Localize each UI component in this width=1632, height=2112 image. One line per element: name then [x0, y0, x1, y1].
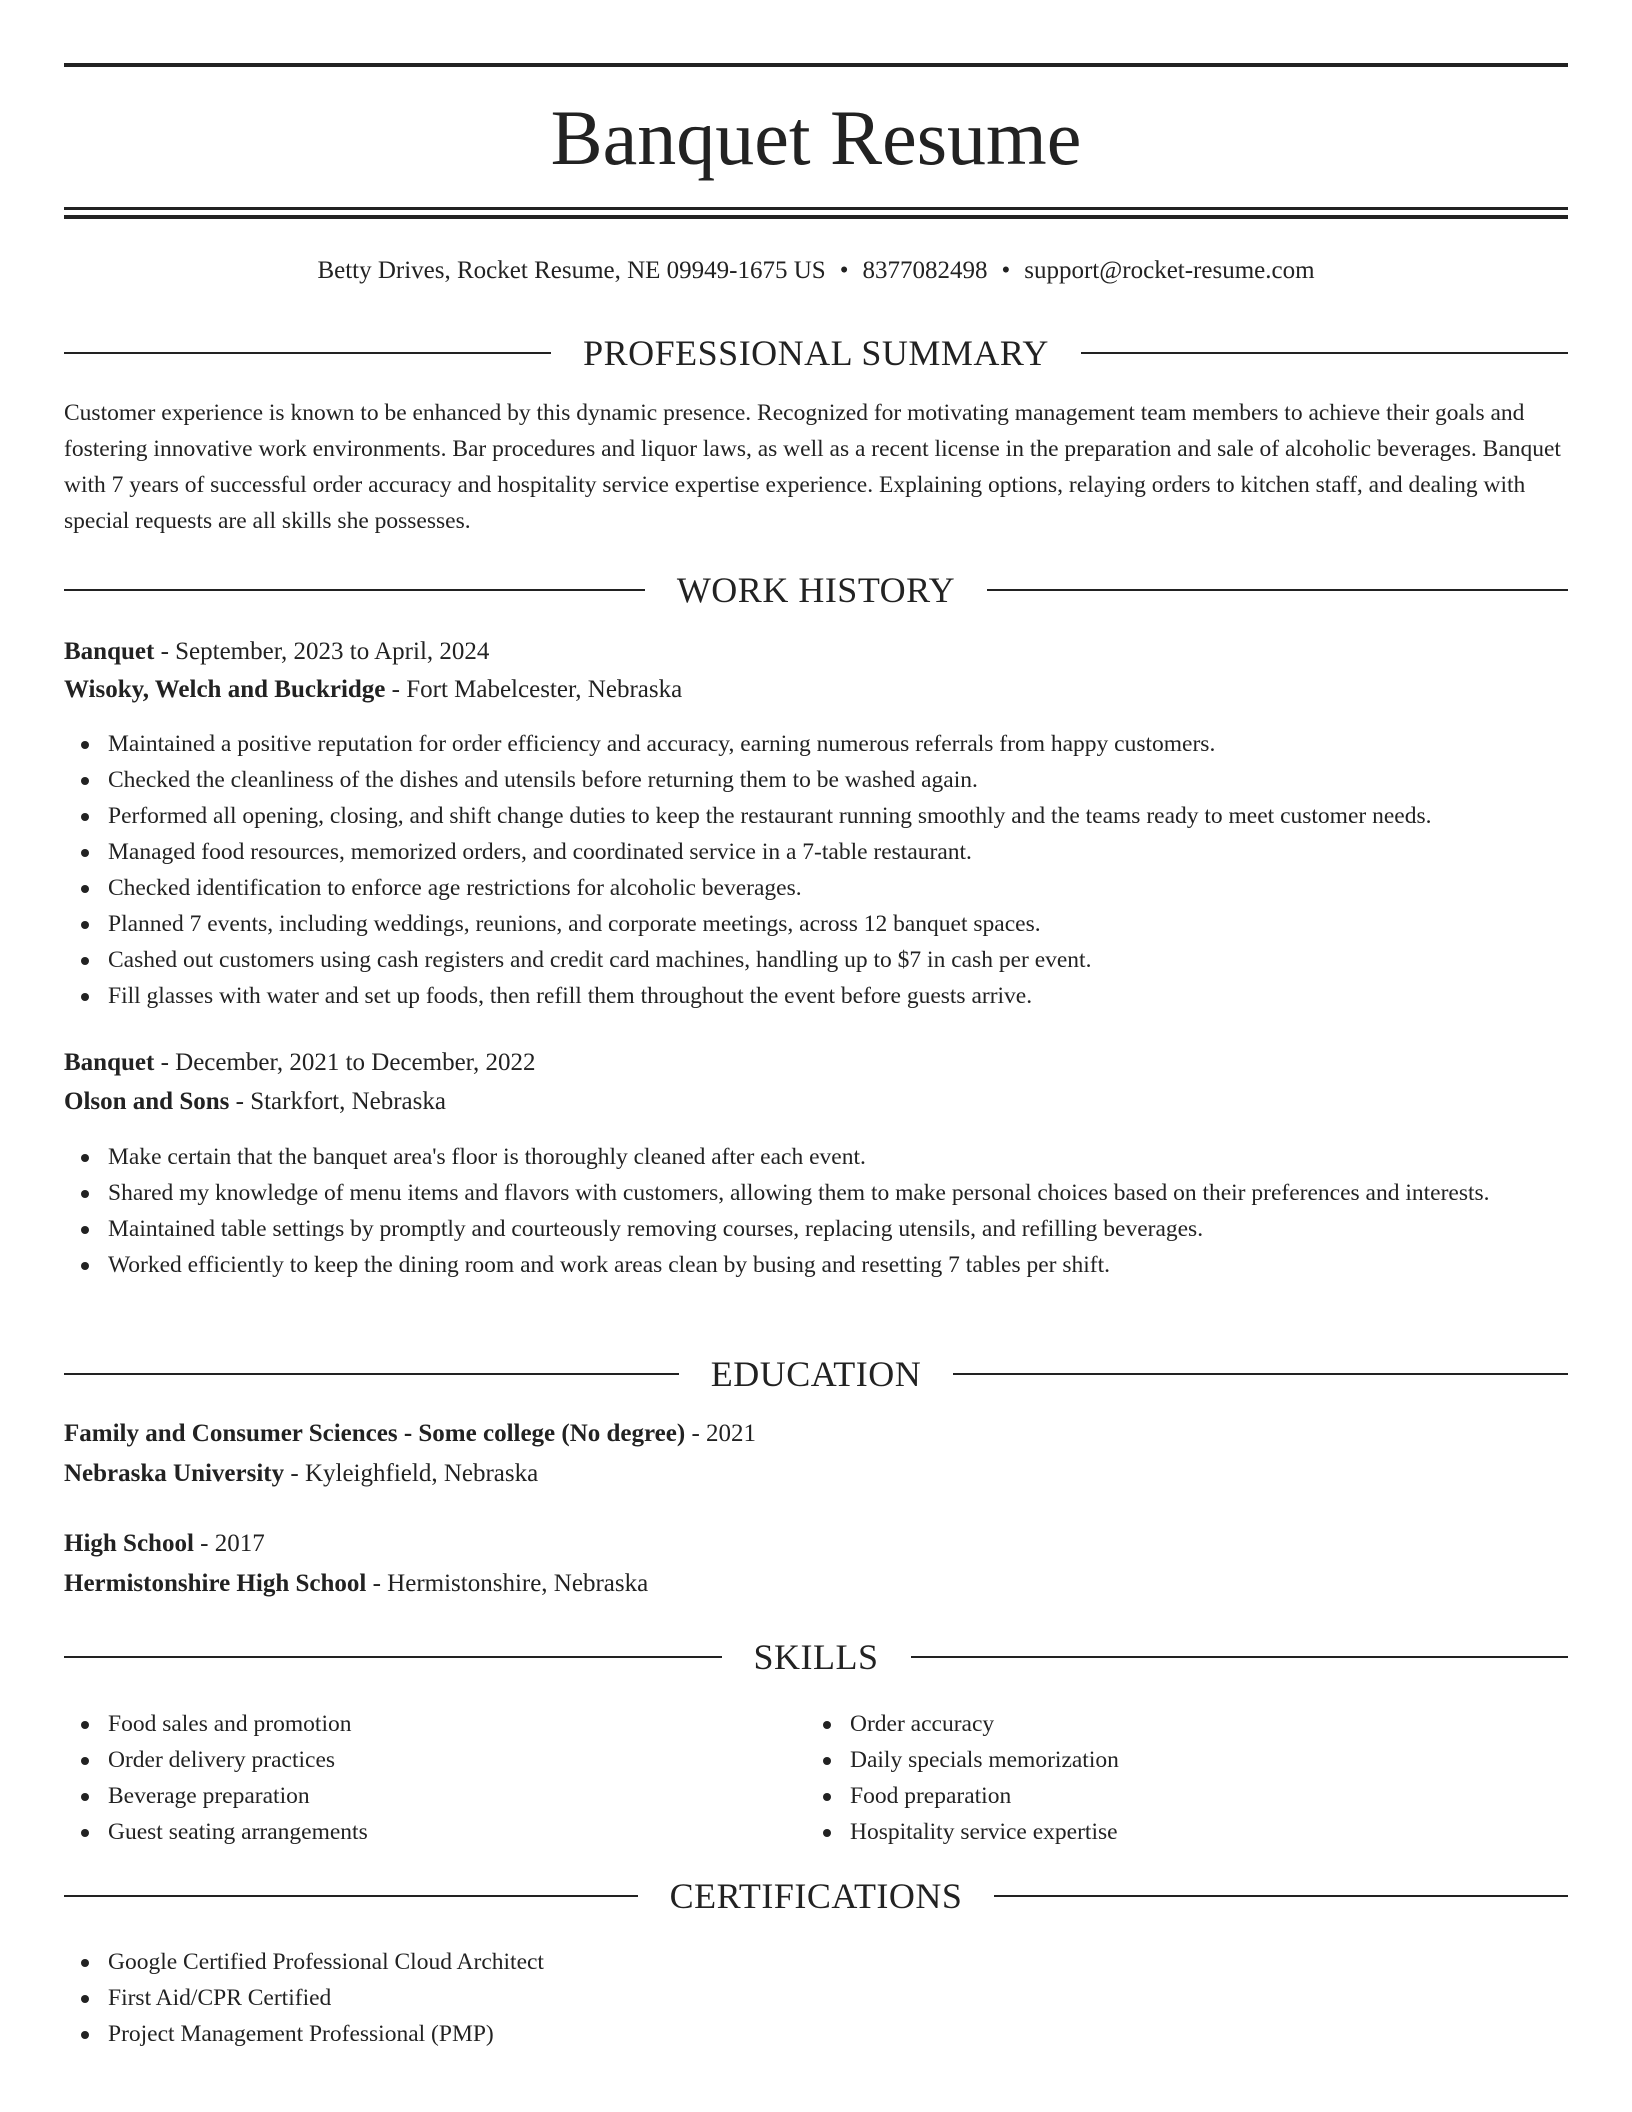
certifications-heading-label: CERTIFICATIONS — [669, 1876, 963, 1916]
education-school-line — [64, 1456, 1568, 1492]
list-item: Hospitality service expertise — [806, 1814, 1632, 1850]
education-section-heading — [64, 1352, 1568, 1396]
list-item: Checked the cleanliness of the dishes and utensils before returning them to be washed again. — [64, 762, 1568, 798]
certifications-section-heading — [64, 1874, 1568, 1918]
skills-list-right — [806, 1706, 1632, 1850]
job-title-line — [64, 634, 1568, 670]
job-location: - Starkfort, Nebraska — [229, 1088, 446, 1115]
job-dates: - September, 2023 to April, 2024 — [154, 638, 490, 665]
list-item: Checked identification to enforce age restrictions for alcoholic beverages. — [64, 870, 1568, 906]
list-item: Maintained a positive reputation for order efficiency and accuracy, earning numerous referrals from happy customers. — [64, 726, 1568, 762]
heading-rule-right — [911, 1656, 1569, 1658]
contact-separator: • — [1001, 257, 1011, 284]
education-school: Nebraska University — [64, 1460, 285, 1487]
job-title-line — [64, 1045, 1568, 1081]
education-heading-label: EDUCATION — [710, 1354, 922, 1394]
education-degree: High School — [64, 1530, 194, 1557]
list-item: Beverage preparation — [64, 1778, 1568, 1814]
list-item: Project Management Professional (PMP) — [64, 2016, 1568, 2052]
job-location: - Fort Mabelcester, Nebraska — [385, 676, 683, 703]
list-item: Maintained table settings by promptly and courteously removing courses, replacing utensils, and refilling beverages. — [64, 1211, 1568, 1247]
list-item: Cashed out customers using cash registers and credit card machines, handling up to $7 in cash per event. — [64, 942, 1568, 978]
education-degree-line — [64, 1526, 1568, 1562]
job-company: Wisoky, Welch and Buckridge — [64, 676, 386, 703]
contact-separator: • — [839, 257, 849, 284]
heading-rule-left — [64, 352, 551, 354]
job-title: Banquet — [64, 638, 155, 665]
job-company-line — [64, 672, 1568, 708]
contact-address: Betty Drives, Rocket Resume, NE 09949-1675 US — [317, 257, 826, 284]
job-bullet-list — [64, 726, 1568, 1014]
page-title: Banquet Resume — [550, 94, 1082, 181]
work-heading-label: WORK HISTORY — [676, 570, 956, 610]
job-company-line — [64, 1084, 1568, 1120]
education-degree: Family and Consumer Sciences - Some college (No degree) — [64, 1420, 686, 1447]
list-item: Managed food resources, memorized orders, and coordinated service in a 7-table restaurant. — [64, 834, 1568, 870]
contact-email: support@rocket-resume.com — [1024, 257, 1315, 284]
heading-rule-left — [64, 1373, 679, 1375]
education-location: - Kyleighfield, Nebraska — [284, 1460, 539, 1487]
list-item: First Aid/CPR Certified — [64, 1980, 1568, 2016]
job-bullet-list — [64, 1139, 1568, 1283]
list-item: Daily specials memorization — [806, 1742, 1632, 1778]
heading-rule-right — [987, 589, 1568, 591]
education-year: - 2021 — [685, 1420, 757, 1447]
summary-heading-label: PROFESSIONAL SUMMARY — [583, 333, 1049, 373]
header-top-rule — [64, 63, 1568, 67]
job-company: Olson and Sons — [64, 1088, 230, 1115]
job-dates: - December, 2021 to December, 2022 — [154, 1049, 536, 1076]
education-year: - 2017 — [193, 1530, 265, 1557]
heading-rule-right — [994, 1895, 1568, 1897]
summary-paragraph: Customer experience is known to be enhanced by this dynamic presence. Recognized for motivating management team members to achieve their goals and fostering innovative work environments. Bar procedures and liquor laws, as well as a recent license in the preparation and sale of alcoholic beverages. Banquet with 7 years of successful order accuracy and hospitality service expertise experience. Explaining options, relaying orders to kitchen staff, and dealing with special requests are all skills she possesses. — [64, 400, 1561, 534]
heading-rule-right — [953, 1373, 1568, 1375]
education-school-line — [64, 1566, 1568, 1602]
list-item: Food preparation — [806, 1778, 1632, 1814]
list-item: Food sales and promotion — [64, 1706, 1568, 1742]
list-item: Performed all opening, closing, and shift change duties to keep the restaurant running smoothly and the teams ready to meet customer needs. — [64, 798, 1568, 834]
summary-section-heading — [64, 331, 1568, 375]
list-item: Order delivery practices — [64, 1742, 1568, 1778]
heading-rule-left — [64, 1895, 638, 1897]
header-double-rule-upper — [64, 207, 1568, 210]
skills-heading-label: SKILLS — [753, 1637, 879, 1677]
contact-line — [64, 253, 1568, 289]
list-item: Planned 7 events, including weddings, reunions, and corporate meetings, across 12 banquet spaces. — [64, 906, 1568, 942]
list-item: Order accuracy — [806, 1706, 1632, 1742]
list-item: Worked efficiently to keep the dining room and work areas clean by busing and resetting 7 tables per shift. — [64, 1247, 1568, 1283]
list-item: Shared my knowledge of menu items and flavors with customers, allowing them to make personal choices based on their preferences and interests. — [64, 1175, 1568, 1211]
certifications-list — [64, 1944, 1568, 2052]
list-item: Guest seating arrangements — [64, 1814, 1568, 1850]
skills-section-heading — [64, 1635, 1568, 1679]
education-degree-line — [64, 1416, 1568, 1452]
heading-rule-right — [1081, 352, 1568, 354]
heading-rule-left — [64, 589, 645, 591]
list-item: Make certain that the banquet area's floor is thoroughly cleaned after each event. — [64, 1139, 1568, 1175]
education-location: - Hermistonshire, Nebraska — [366, 1570, 649, 1597]
heading-rule-left — [64, 1656, 722, 1658]
work-section-heading — [64, 568, 1568, 612]
header-double-rule-lower — [64, 215, 1568, 219]
list-item: Google Certified Professional Cloud Architect — [64, 1944, 1568, 1980]
contact-phone: 8377082498 — [862, 257, 988, 284]
education-school: Hermistonshire High School — [64, 1570, 367, 1597]
list-item: Fill glasses with water and set up foods, then refill them throughout the event before guests arrive. — [64, 978, 1568, 1014]
job-title: Banquet — [64, 1049, 155, 1076]
